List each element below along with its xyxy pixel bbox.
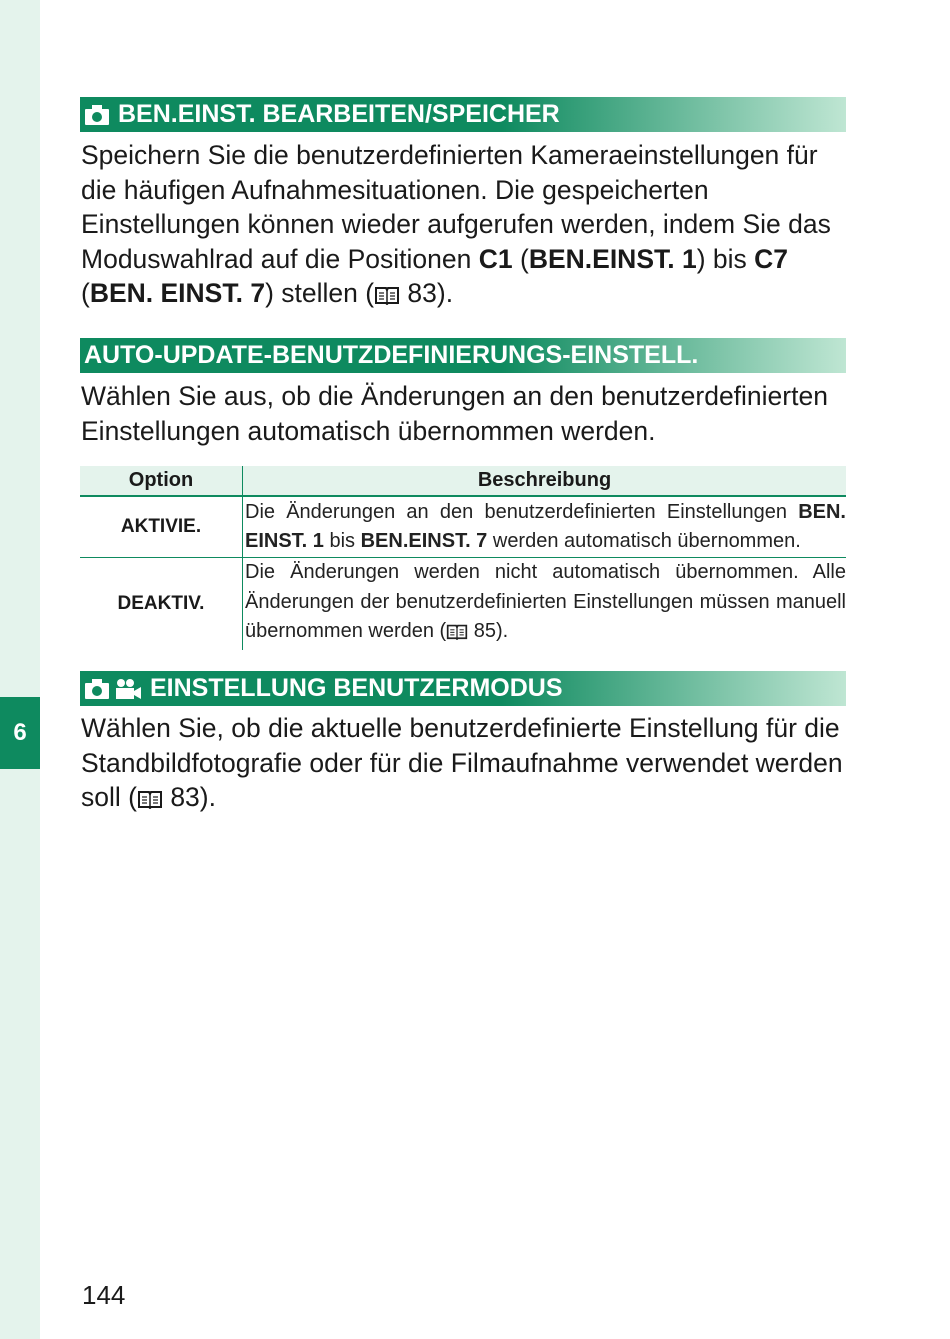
section-header-einstellung-benutzermodus [80, 671, 846, 706]
book-icon [137, 783, 163, 818]
option-description [243, 558, 847, 650]
description-part: bis [323, 530, 361, 552]
section2-body: Wählen Sie aus, ob die Änderungen an den benutzerdefinierten Einstellungen automatisch übernommen werden. [81, 381, 828, 446]
side-strip [0, 0, 40, 1339]
body-text-part: ) bis [696, 243, 755, 274]
mode-c7: C7 [754, 243, 789, 274]
body-text-part: ) stellen ( [265, 278, 375, 308]
section-icons [84, 678, 142, 700]
options-table [80, 466, 846, 650]
table-row [80, 558, 846, 650]
table-header-description: Beschreibung [243, 466, 847, 496]
section-icons [84, 104, 110, 126]
section-header-ben-einst-bearbeiten [80, 97, 846, 132]
description-part: Die Änderungen werden nicht automatisch übernommen. Alle Änderungen der benutzerdefinierten Einstellungen müssen manuell übernommen werden ( [245, 561, 846, 642]
option-description [243, 496, 847, 558]
book-icon [446, 620, 468, 650]
section1-body [81, 138, 851, 314]
camera-icon [84, 104, 110, 126]
menu-item-name: BEN. EINST. 1 [245, 500, 846, 552]
section-title: AUTO-UPDATE-BENUTZDEFINIERUNGS-EINSTELL. [84, 341, 699, 369]
section-title: EINSTELLUNG BENUTZERMODUS [150, 674, 563, 702]
body-text-part: ( [81, 278, 90, 308]
body-text-part: Speichern Sie die benutzerdefinierten Kameraeinstellungen für die häufigen Aufnahmesituationen. Die gespeicherten Einstellungen können wieder aufgerufen werden, indem Sie das Moduswahlrad auf die Positionen [81, 140, 831, 274]
movie-camera-icon [114, 678, 142, 700]
option-name: AKTIVIE. [80, 496, 243, 558]
menu-item-name: BEN. EINST. 7 [89, 278, 266, 308]
description-part: werden automatisch übernommen. [487, 530, 801, 552]
mode-c1: C1 [478, 243, 513, 274]
page-reference: 83). [400, 278, 454, 308]
chapter-tab: 6 [0, 697, 40, 769]
book-icon [374, 279, 400, 314]
section-header-auto-update [80, 338, 846, 373]
description-part: Die Änderungen an den benutzerdefinierten Einstellungen [245, 500, 799, 523]
camera-icon [84, 678, 110, 700]
table-header-option: Option [80, 466, 243, 496]
page-reference: 85). [468, 620, 509, 642]
section-title: BEN.EINST. BEARBEITEN/SPEICHER [118, 100, 560, 128]
section3-body [81, 711, 851, 818]
body-text-part: Wählen Sie, ob die aktuelle benutzerdefinierte Einstellung für die Standbildfotografie oder für die Filmaufnahme verwendet werden soll ( [81, 713, 843, 812]
menu-item-name: BEN.EINST. 1 [528, 243, 697, 274]
page-reference: 83). [162, 782, 216, 812]
table-row [80, 496, 846, 558]
option-name: DEAKTIV. [80, 558, 243, 650]
menu-item-name: BEN.EINST. 7 [360, 530, 488, 552]
page-number: 144 [82, 1280, 126, 1310]
body-text-part: ( [512, 243, 529, 274]
